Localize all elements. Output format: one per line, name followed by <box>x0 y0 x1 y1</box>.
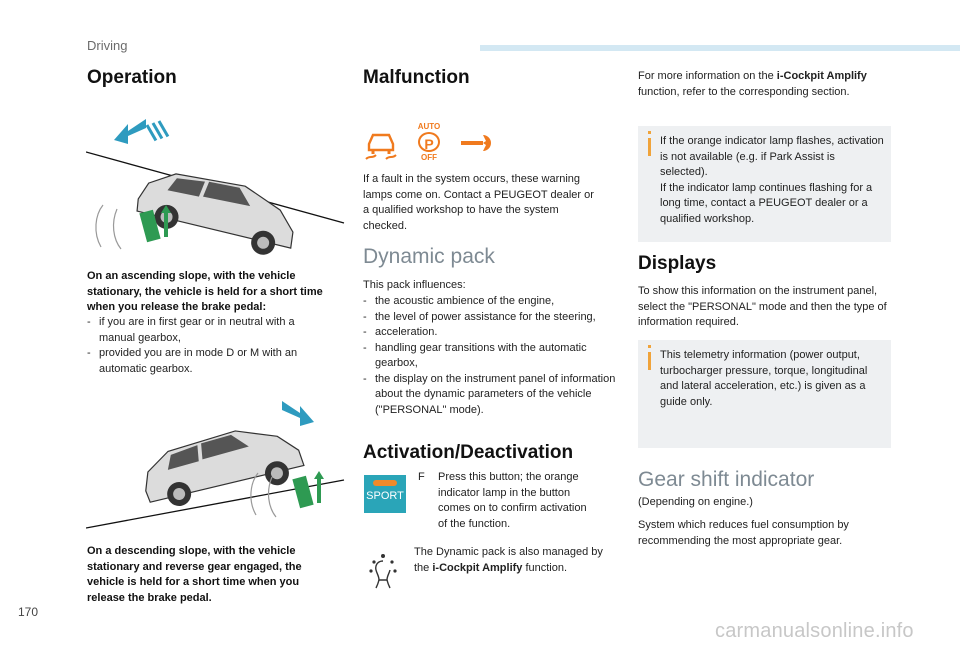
list-item: - the acoustic ambience of the engine, <box>363 294 618 310</box>
auto-p-off-warning-icon: AUTO P OFF <box>417 122 441 162</box>
list-item: - the display on the instrument panel of information about the dynamic parameters of the vehicle ("PERSONAL" mode). <box>363 372 618 419</box>
info-icon <box>648 352 651 370</box>
sport-button[interactable] <box>364 475 406 513</box>
list-item: - if you are in first gear or in neutral with a manual gearbox, <box>87 315 327 346</box>
list-item: - acceleration. <box>363 325 618 341</box>
car-skid-warning-icon <box>364 126 398 160</box>
note-text: This telemetry information (power output, turbocharger pressure, torque, longitudinal and lateral acceleration, etc.) is given as a guide only. <box>660 349 868 408</box>
page-number: 170 <box>18 605 39 619</box>
info-note-telemetry <box>638 340 891 448</box>
section-header: Driving <box>87 38 128 53</box>
list-item: - handling gear transitions with the automatic gearbox, <box>363 341 618 372</box>
dynamic-pack-title: Dynamic pack <box>363 245 495 268</box>
note-text: If the indicator lamp continues flashing for a long time, contact a PEUGEOT dealer or a qualified workshop. <box>660 181 873 225</box>
more-info-text: For more information on the i-Cockpit Amplify function, refer to the corresponding section. <box>638 70 867 98</box>
gear-shift-title: Gear shift indicator <box>638 468 815 491</box>
car-icon <box>137 418 306 512</box>
descending-caption: On a descending slope, with the vehicle stationary and reverse gear engaged, the vehicle is held for a short time when you release the brake pedal. <box>87 545 302 604</box>
sport-indicator-lamp <box>373 480 397 486</box>
ascending-slope-illustration <box>86 110 346 260</box>
activation-press-text: Press this button; the orange indicator lamp in the button comes on to confirm activation of the function. <box>438 471 587 530</box>
info-note-flashing <box>638 126 891 242</box>
info-icon <box>648 138 651 156</box>
list-item: - provided you are in mode D or M with an automatic gearbox. <box>87 346 327 377</box>
sport-button-label: SPORT <box>366 490 404 502</box>
dynamic-pack-list <box>363 294 618 418</box>
descending-slope-illustration <box>86 388 346 538</box>
malfunction-text: If a fault in the system occurs, these warning lamps come on. Contact a PEUGEOT dealer or a qualified workshop to have the system checked. <box>363 173 594 232</box>
note-text: If the orange indicator lamp flashes, activation is not available (e.g. if Park Assist is selected). <box>660 135 884 178</box>
displays-text: To show this information on the instrument panel, select the "PERSONAL" mode and then the type of information required. <box>638 285 887 328</box>
gear-shift-subtitle: (Depending on engine.) <box>638 496 753 508</box>
operation-title: Operation <box>87 67 177 88</box>
i-cockpit-amplify-icon <box>368 552 398 590</box>
wrench-warning-icon <box>459 132 495 154</box>
dynamic-pack-intro: This pack influences: <box>363 279 466 291</box>
gear-shift-text: System which reduces fuel consumption by recommending the most appropriate gear. <box>638 519 849 547</box>
header-bar <box>480 45 960 51</box>
ascending-list <box>87 315 327 377</box>
warning-lamps <box>364 122 504 166</box>
car-icon <box>133 160 304 260</box>
bullet-marker: F <box>418 471 425 483</box>
ascending-caption: On an ascending slope, with the vehicle stationary, the vehicle is held for a short time when you release the brake pedal: <box>87 270 323 313</box>
watermark: carmanualsonline.info <box>715 620 914 642</box>
activation-title: Activation/Deactivation <box>363 442 574 463</box>
list-item: - the level of power assistance for the steering, <box>363 310 618 326</box>
managed-text: The Dynamic pack is also managed by the i-Cockpit Amplify function. <box>414 546 603 574</box>
malfunction-title: Malfunction <box>363 67 470 88</box>
uphill-arrow-icon <box>114 119 169 144</box>
displays-title: Displays <box>638 253 717 274</box>
downhill-arrow-icon <box>282 401 314 426</box>
